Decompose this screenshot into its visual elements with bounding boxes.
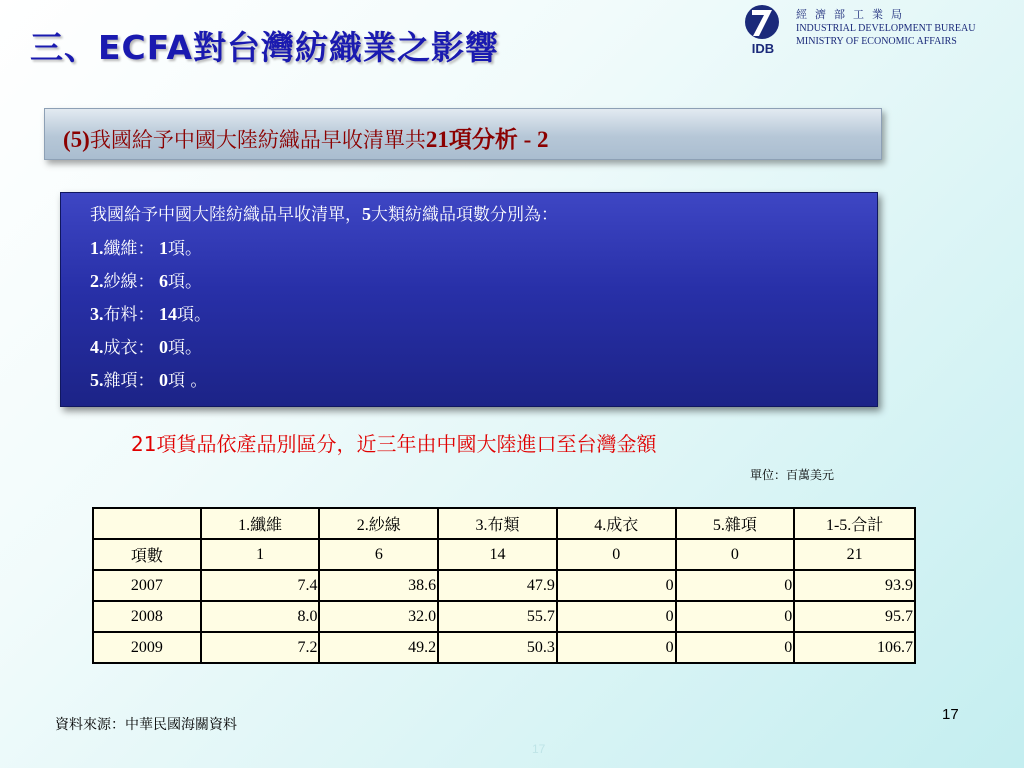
row-label: 項數: [93, 539, 201, 570]
item-count: 1: [154, 238, 168, 258]
table-cell: 7.2: [201, 632, 320, 663]
table-cell: 47.9: [438, 570, 557, 601]
table-cell: 21: [794, 539, 915, 570]
logo-english-line2: MINISTRY OF ECONOMIC AFFAIRS: [796, 36, 957, 47]
item-number: 3.: [90, 304, 104, 324]
table-cell: 0: [557, 539, 676, 570]
item-name: 紗線：: [103, 272, 155, 292]
logo-chinese-name: 經濟部工業局: [796, 9, 910, 21]
item-unit: 項。: [168, 272, 202, 292]
item-count: 14: [154, 304, 177, 324]
summary-intro-a: 我國給予中國大陸紡織品早收清單，: [90, 205, 362, 225]
table-cell: 0: [557, 570, 676, 601]
table-cell: 49.2: [319, 632, 438, 663]
item-unit: 項。: [177, 305, 211, 325]
table-corner-cell: [93, 508, 201, 539]
item-name: 布料：: [103, 305, 155, 325]
subtitle-num: 21: [425, 127, 449, 152]
summary-panel: [60, 192, 878, 407]
summary-item-fabric: [90, 298, 211, 331]
row-label: 2009: [93, 632, 201, 663]
table-cell: 0: [676, 632, 795, 663]
item-count: 0: [154, 337, 168, 357]
footer-page-number: 17: [532, 742, 546, 756]
column-header: 1-5.合計: [794, 508, 915, 539]
table-cell: 106.7: [794, 632, 915, 663]
table-cell: 6: [319, 539, 438, 570]
column-header: 5.雜項: [676, 508, 795, 539]
table-cell: 32.0: [319, 601, 438, 632]
item-name: 纖維：: [103, 239, 155, 259]
idb-logo: [740, 4, 1024, 62]
table-cell: 0: [676, 570, 795, 601]
item-name: 雜項：: [103, 371, 155, 391]
page-number: 17: [942, 706, 959, 723]
summary-item-garment: [90, 331, 211, 364]
table-cell: 14: [438, 539, 557, 570]
column-header: 2.紗線: [319, 508, 438, 539]
import-value-table: [92, 507, 916, 664]
table-cell: 55.7: [438, 601, 557, 632]
section-subtitle: [63, 121, 549, 154]
item-number: 5.: [90, 370, 104, 390]
item-number: 2.: [90, 271, 104, 291]
unit-note: 單位：百萬美元: [750, 468, 835, 482]
item-unit: 項 。: [168, 371, 208, 391]
summary-intro-num: 5: [362, 204, 371, 224]
table-caption: 21項貨品依產品別區分，近三年由中國大陸進口至台灣金額: [131, 432, 657, 456]
logo-text: [796, 8, 975, 48]
table-cell: 0: [676, 539, 795, 570]
column-header: 4.成衣: [557, 508, 676, 539]
table-cell: 93.9: [794, 570, 915, 601]
summary-item-yarn: [90, 265, 211, 298]
logo-english-line1: INDUSTRIAL DEVELOPMENT BUREAU: [796, 23, 976, 34]
item-number: 4.: [90, 337, 104, 357]
column-header: 1.纖維: [201, 508, 320, 539]
table-cell: 1: [201, 539, 320, 570]
item-unit: 項。: [168, 338, 202, 358]
slide-title: 三、ECFA對台灣紡織業之影響: [30, 28, 500, 67]
table-header-row: [93, 508, 915, 539]
table-cell: 0: [557, 601, 676, 632]
row-label: 2007: [93, 570, 201, 601]
subtitle-suffix: 項分析 - 2: [448, 127, 549, 152]
source-note: 資料來源：中華民國海關資料: [55, 717, 237, 733]
summary-item-misc: [90, 364, 211, 397]
summary-intro-b: 大類紡織品項數分別為：: [371, 205, 558, 225]
item-unit: 項。: [168, 239, 202, 259]
subtitle-prefix: (5): [63, 127, 90, 152]
column-header: 3.布類: [438, 508, 557, 539]
item-name: 成衣：: [103, 338, 155, 358]
subtitle-mid: 我國給予中國大陸紡織品早收清單共: [89, 128, 426, 152]
summary-list: [90, 232, 211, 397]
table-cell: 95.7: [794, 601, 915, 632]
table-row: [93, 632, 915, 663]
table-cell: 8.0: [201, 601, 320, 632]
table-cell: 38.6: [319, 570, 438, 601]
table-cell: 7.4: [201, 570, 320, 601]
logo-abbreviation: IDB: [751, 41, 775, 56]
item-count: 6: [154, 271, 168, 291]
table-row: [93, 601, 915, 632]
item-number: 1.: [90, 238, 104, 258]
row-label: 2008: [93, 601, 201, 632]
section-subtitle-box: [44, 108, 882, 160]
table-row: [93, 570, 915, 601]
table-row-item-count: [93, 539, 915, 570]
table-cell: 50.3: [438, 632, 557, 663]
table-cell: 0: [676, 601, 795, 632]
summary-intro: [90, 202, 558, 227]
summary-item-fiber: [90, 232, 211, 265]
table-cell: 0: [557, 632, 676, 663]
item-count: 0: [154, 370, 168, 390]
